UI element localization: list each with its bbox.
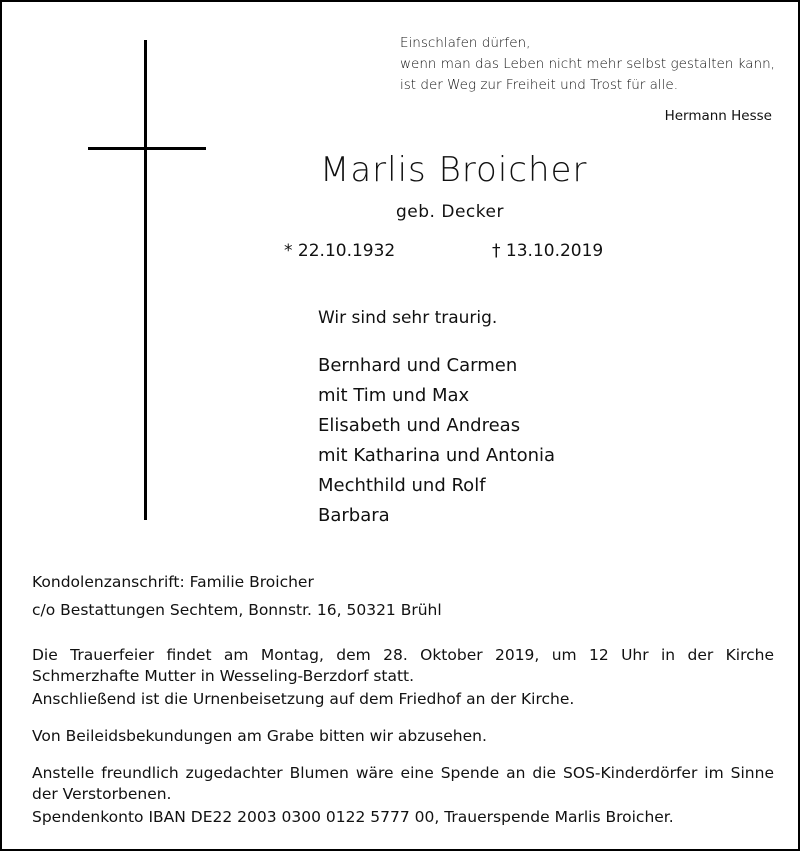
cross-icon xyxy=(144,40,147,520)
quote-line: wenn man das Leben nicht mehr selbst gestalten kann, xyxy=(400,56,775,72)
mourners-list xyxy=(318,351,555,531)
ceremony-text: Die Trauerfeier findet am Montag, dem 28. Oktober 2019, um 12 Uhr in der Kirche Schmerzhafte Mutter in Wesseling-Berzdorf statt. xyxy=(32,646,774,685)
donation-account: Spendenkonto IBAN DE22 2003 0300 0122 5777 00, Trauerspende Marlis Broicher. xyxy=(32,808,674,826)
burial-text: Anschließend ist die Urnenbeisetzung auf dem Friedhof an der Kirche. xyxy=(32,690,575,708)
quote-line: ist der Weg zur Freiheit und Trost für alle. xyxy=(400,77,679,93)
condolence-address-line1: Kondolenzanschrift: Familie Broicher xyxy=(32,573,314,591)
deceased-name: Marlis Broicher xyxy=(320,150,588,190)
mourners-intro: Wir sind sehr traurig. xyxy=(318,308,498,328)
mourner-line: Bernhard und Carmen xyxy=(318,355,518,376)
mourner-line: mit Katharina und Antonia xyxy=(318,445,556,466)
quote-line: Einschlafen dürfen, xyxy=(400,35,531,51)
mourner-line: Elisabeth und Andreas xyxy=(318,415,521,436)
death-date: † 13.10.2019 xyxy=(492,241,604,261)
birth-date: * 22.10.1932 xyxy=(284,241,396,261)
mourner-line: Mechthild und Rolf xyxy=(318,475,486,496)
condolence-address-line2: c/o Bestattungen Sechtem, Bonnstr. 16, 50321 Brühl xyxy=(32,601,442,619)
quote-author: Hermann Hesse xyxy=(664,108,772,124)
mourner-line: mit Tim und Max xyxy=(318,385,470,406)
maiden-name: geb. Decker xyxy=(396,202,504,222)
donation-text: Anstelle freundlich zugedachter Blumen wäre eine Spende an die SOS-Kinderdörfer im Sinne der Verstorbenen. xyxy=(32,764,774,803)
cross-icon-bar xyxy=(88,147,206,150)
condolence-note: Von Beileidsbekundungen am Grabe bitten wir abzusehen. xyxy=(32,727,487,745)
mourner-line: Barbara xyxy=(318,505,390,526)
quote xyxy=(400,33,775,96)
